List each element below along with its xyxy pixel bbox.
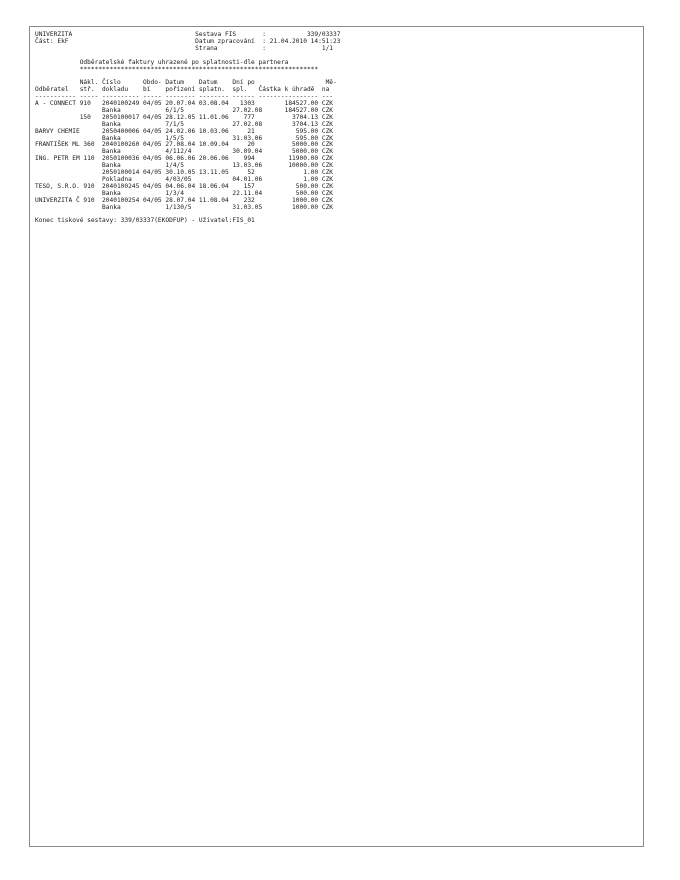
report-line: Odběratelské faktury uhrazené po splatnosti-dle partnera xyxy=(35,58,289,66)
report-line: Odběratel stř. dokladu bí pořízení splatn. spl. Částka k úhradě na xyxy=(35,86,330,94)
report-line: Strana : 1/1 xyxy=(35,44,334,52)
report-line: Banka 1/4/5 13.03.06 10000.00 CZK xyxy=(35,162,334,170)
report-line: 2050100014 04/05 30.10.05 13.11.05 52 1.00 CZK xyxy=(35,169,334,176)
report-line: TESO, S.R.O. 910 2040100245 04/05 04.06.04 18.06.04 157 500.00 CZK xyxy=(35,182,334,190)
report-line: 150 2050100017 04/05 28.12.05 11.01.06 777 3704.13 CZK xyxy=(35,113,334,121)
report-line: Banka 1/3/4 22.11.04 500.00 CZK xyxy=(35,189,334,197)
report-line: Pokladna 4/03/05 04.01.06 1.00 CZK xyxy=(35,175,334,183)
report-line: Část: EkF Datum zpracování : 21.04.2010 14:51:23 xyxy=(35,37,341,45)
report-page xyxy=(29,26,644,847)
report-line: ING. PETR EM 110 2050100036 04/05 06.06.06 20.06.06 994 11900.00 CZK xyxy=(35,155,334,163)
report-line: UNIVERZITA Sestava FIS : 339/03337 xyxy=(35,31,341,38)
report-line: ----------- ----- ---------- ----- -------- -------- ------ ---------------- --- xyxy=(35,93,334,101)
report-line: BARVY CHEMIE 2050400006 04/05 24.02.06 10.03.06 21 595.00 CZK xyxy=(35,127,334,135)
report-line: UNIVERZITA Č 910 2040100254 04/05 28.07.04 11.08.04 232 1000.00 CZK xyxy=(35,196,334,204)
report-line: A - CONNECT 910 2040100249 04/05 20.07.04 03.08.04 1303 184527.00 CZK xyxy=(35,100,334,107)
report-line: **************************************************************** xyxy=(35,65,319,73)
report-line: Konec tiskové sestavy: 339/03337(EKODFUP) - Uživatel:FIS_01 xyxy=(35,217,255,225)
report-line: Banka 1/130/5 31.03.05 1000.00 CZK xyxy=(35,203,334,211)
report-line: Banka 7/1/5 27.02.08 3704.13 CZK xyxy=(35,120,334,128)
report-line: Banka 1/5/5 31.03.06 595.00 CZK xyxy=(35,134,334,142)
report-line: Banka 6/1/5 27.02.08 184527.00 CZK xyxy=(35,106,334,114)
report-line: Nákl. Číslo Obdo- Datum Datum Dní po Mě- xyxy=(35,79,337,87)
report-line: Banka 4/112/4 30.09.04 5000.00 CZK xyxy=(35,148,334,156)
report-line: FRANTIŠEK ML 360 2040100260 04/05 27.08.04 10.09.04 20 5000.00 CZK xyxy=(35,141,334,149)
